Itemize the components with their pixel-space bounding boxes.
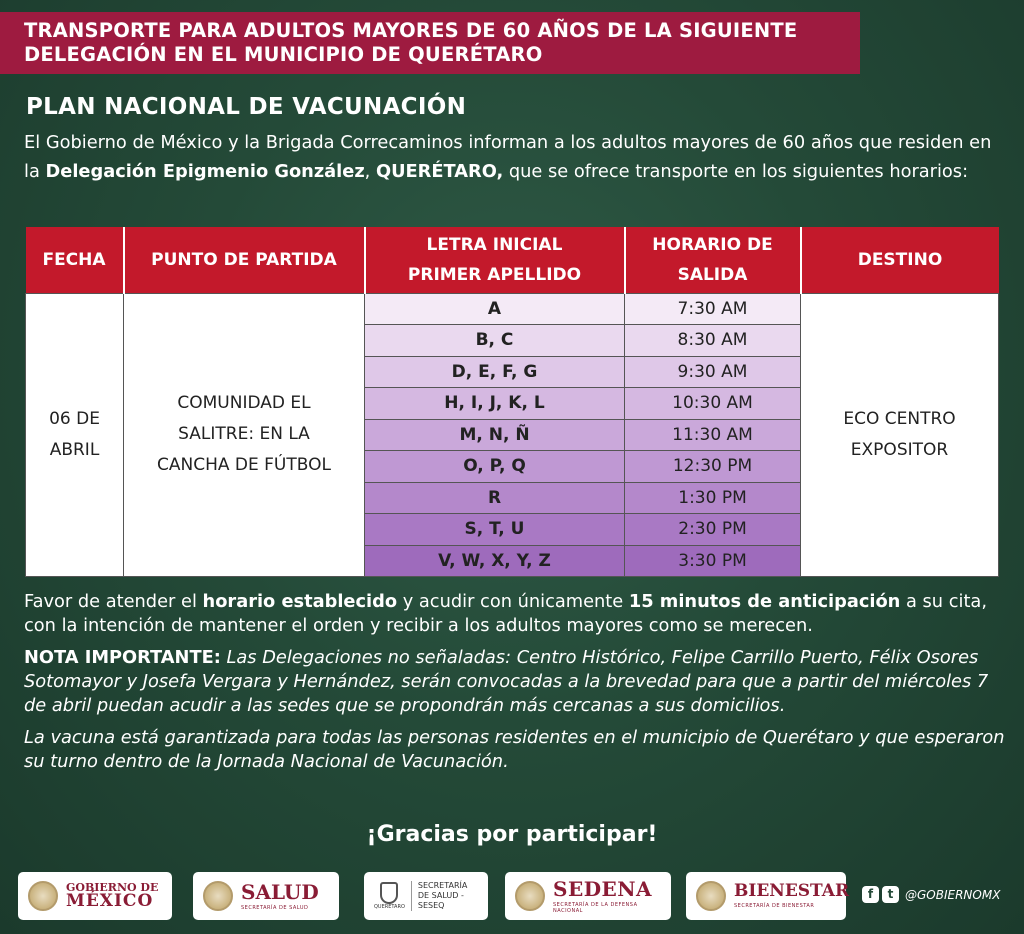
time-cell: 2:30 PM [625,514,801,546]
salud-seal-icon [203,881,233,911]
banner-line-2: DELEGACIÓN EN EL MUNICIPIO DE QUERÉTARO [24,43,543,66]
title-banner [0,12,860,74]
header-letra: LETRA INICIAL PRIMER APELLIDO [365,227,625,293]
time-cell: 11:30 AM [625,419,801,451]
banner-line-1: TRANSPORTE PARA ADULTOS MAYORES DE 60 AÑOS DE LA SIGUIENTE [24,19,798,42]
facebook-icon[interactable]: f [862,886,879,903]
plan-title: PLAN NACIONAL DE VACUNACIÓN [26,94,467,120]
delegacion-name: Delegación Epigmenio González [45,161,365,182]
time-cell: 9:30 AM [625,356,801,388]
time-cell: 1:30 PM [625,482,801,514]
social-handle [862,886,1000,903]
letter-cell: B, C [365,325,625,357]
queretaro-shield-icon [380,882,398,904]
time-cell: 3:30 PM [625,545,801,577]
thanks-message: ¡Gracias por participar! [366,822,658,847]
time-cell: 7:30 AM [625,293,801,325]
sedena-logo: SEDENA SECRETARÍA DE LA DEFENSA NACIONAL [505,872,671,920]
time-cell: 12:30 PM [625,451,801,483]
table-row [26,293,999,325]
gobierno-mexico-logo: GOBIERNO DE MÉXICO [18,872,172,920]
letter-cell: H, I, J, K, L [365,388,625,420]
important-note: NOTA IMPORTANTE: Las Delegaciones no señaladas: Centro Histórico, Felipe Carrillo Puerto, Félix Osores Sotomayor y Josefa Vergara y Hernández, serán convocadas a la brevedad para que a partir del miércoles 7 de abril puedan acudir a las sedes que se propondrán más cercanas a sus domicilios. [24,647,989,716]
letter-cell: S, T, U [365,514,625,546]
bienestar-logo: BIENESTAR SECRETARÍA DE BIENESTAR [686,872,846,920]
header-horario: HORARIO DE SALIDA [625,227,801,293]
punto-cell: COMUNIDAD EL SALITRE: EN LA CANCHA DE FÚTBOL [124,293,365,577]
fecha-cell: 06 DE ABRIL [26,293,124,577]
eagle-seal-icon [28,881,58,911]
header-fecha: FECHA [26,227,124,293]
attendance-note: Favor de atender el horario establecido y acudir con únicamente 15 minutos de anticipación a su cita, con la intención de mantener el orden y recibir a los adultos mayores como se merecen. [24,591,987,636]
city-name: QUERÉTARO, [375,161,504,182]
header-destino: DESTINO [801,227,999,293]
letter-cell: R [365,482,625,514]
important-note-label: NOTA IMPORTANTE: [24,647,221,668]
letter-cell: O, P, Q [365,451,625,483]
salud-logo: SALUD SECRETARÍA DE SALUD [193,872,339,920]
schedule-table [25,227,999,577]
time-cell: 10:30 AM [625,388,801,420]
destino-cell: ECO CENTRO EXPOSITOR [801,293,999,577]
notes-section [24,590,1009,782]
twitter-icon[interactable]: t [882,886,899,903]
time-cell: 8:30 AM [625,325,801,357]
letter-cell: A [365,293,625,325]
letter-cell: V, W, X, Y, Z [365,545,625,577]
header-punto: PUNTO DE PARTIDA [124,227,365,293]
logo-strip [0,872,1024,922]
intro-paragraph: El Gobierno de México y la Brigada Correcaminos informan a los adultos mayores de 60 años que residen en la Delegación Epigmenio González, QUERÉTARO, que se ofrece transporte en los siguientes horarios: [24,132,992,182]
guarantee-note: La vacuna está garantizada para todas las personas residentes en el municipio de Querétaro y que esperaron su turno dentro de la Jornada Nacional de Vacunación. [24,727,1005,772]
handle-text[interactable]: @GOBIERNOMX [905,887,1001,902]
letter-cell: D, E, F, G [365,356,625,388]
letter-cell: M, N, Ñ [365,419,625,451]
seseq-logo: QUERÉTARO SECRETARÍA DE SALUD - SESEQ [364,872,488,920]
bienestar-seal-icon [696,881,726,911]
sedena-seal-icon [515,881,545,911]
